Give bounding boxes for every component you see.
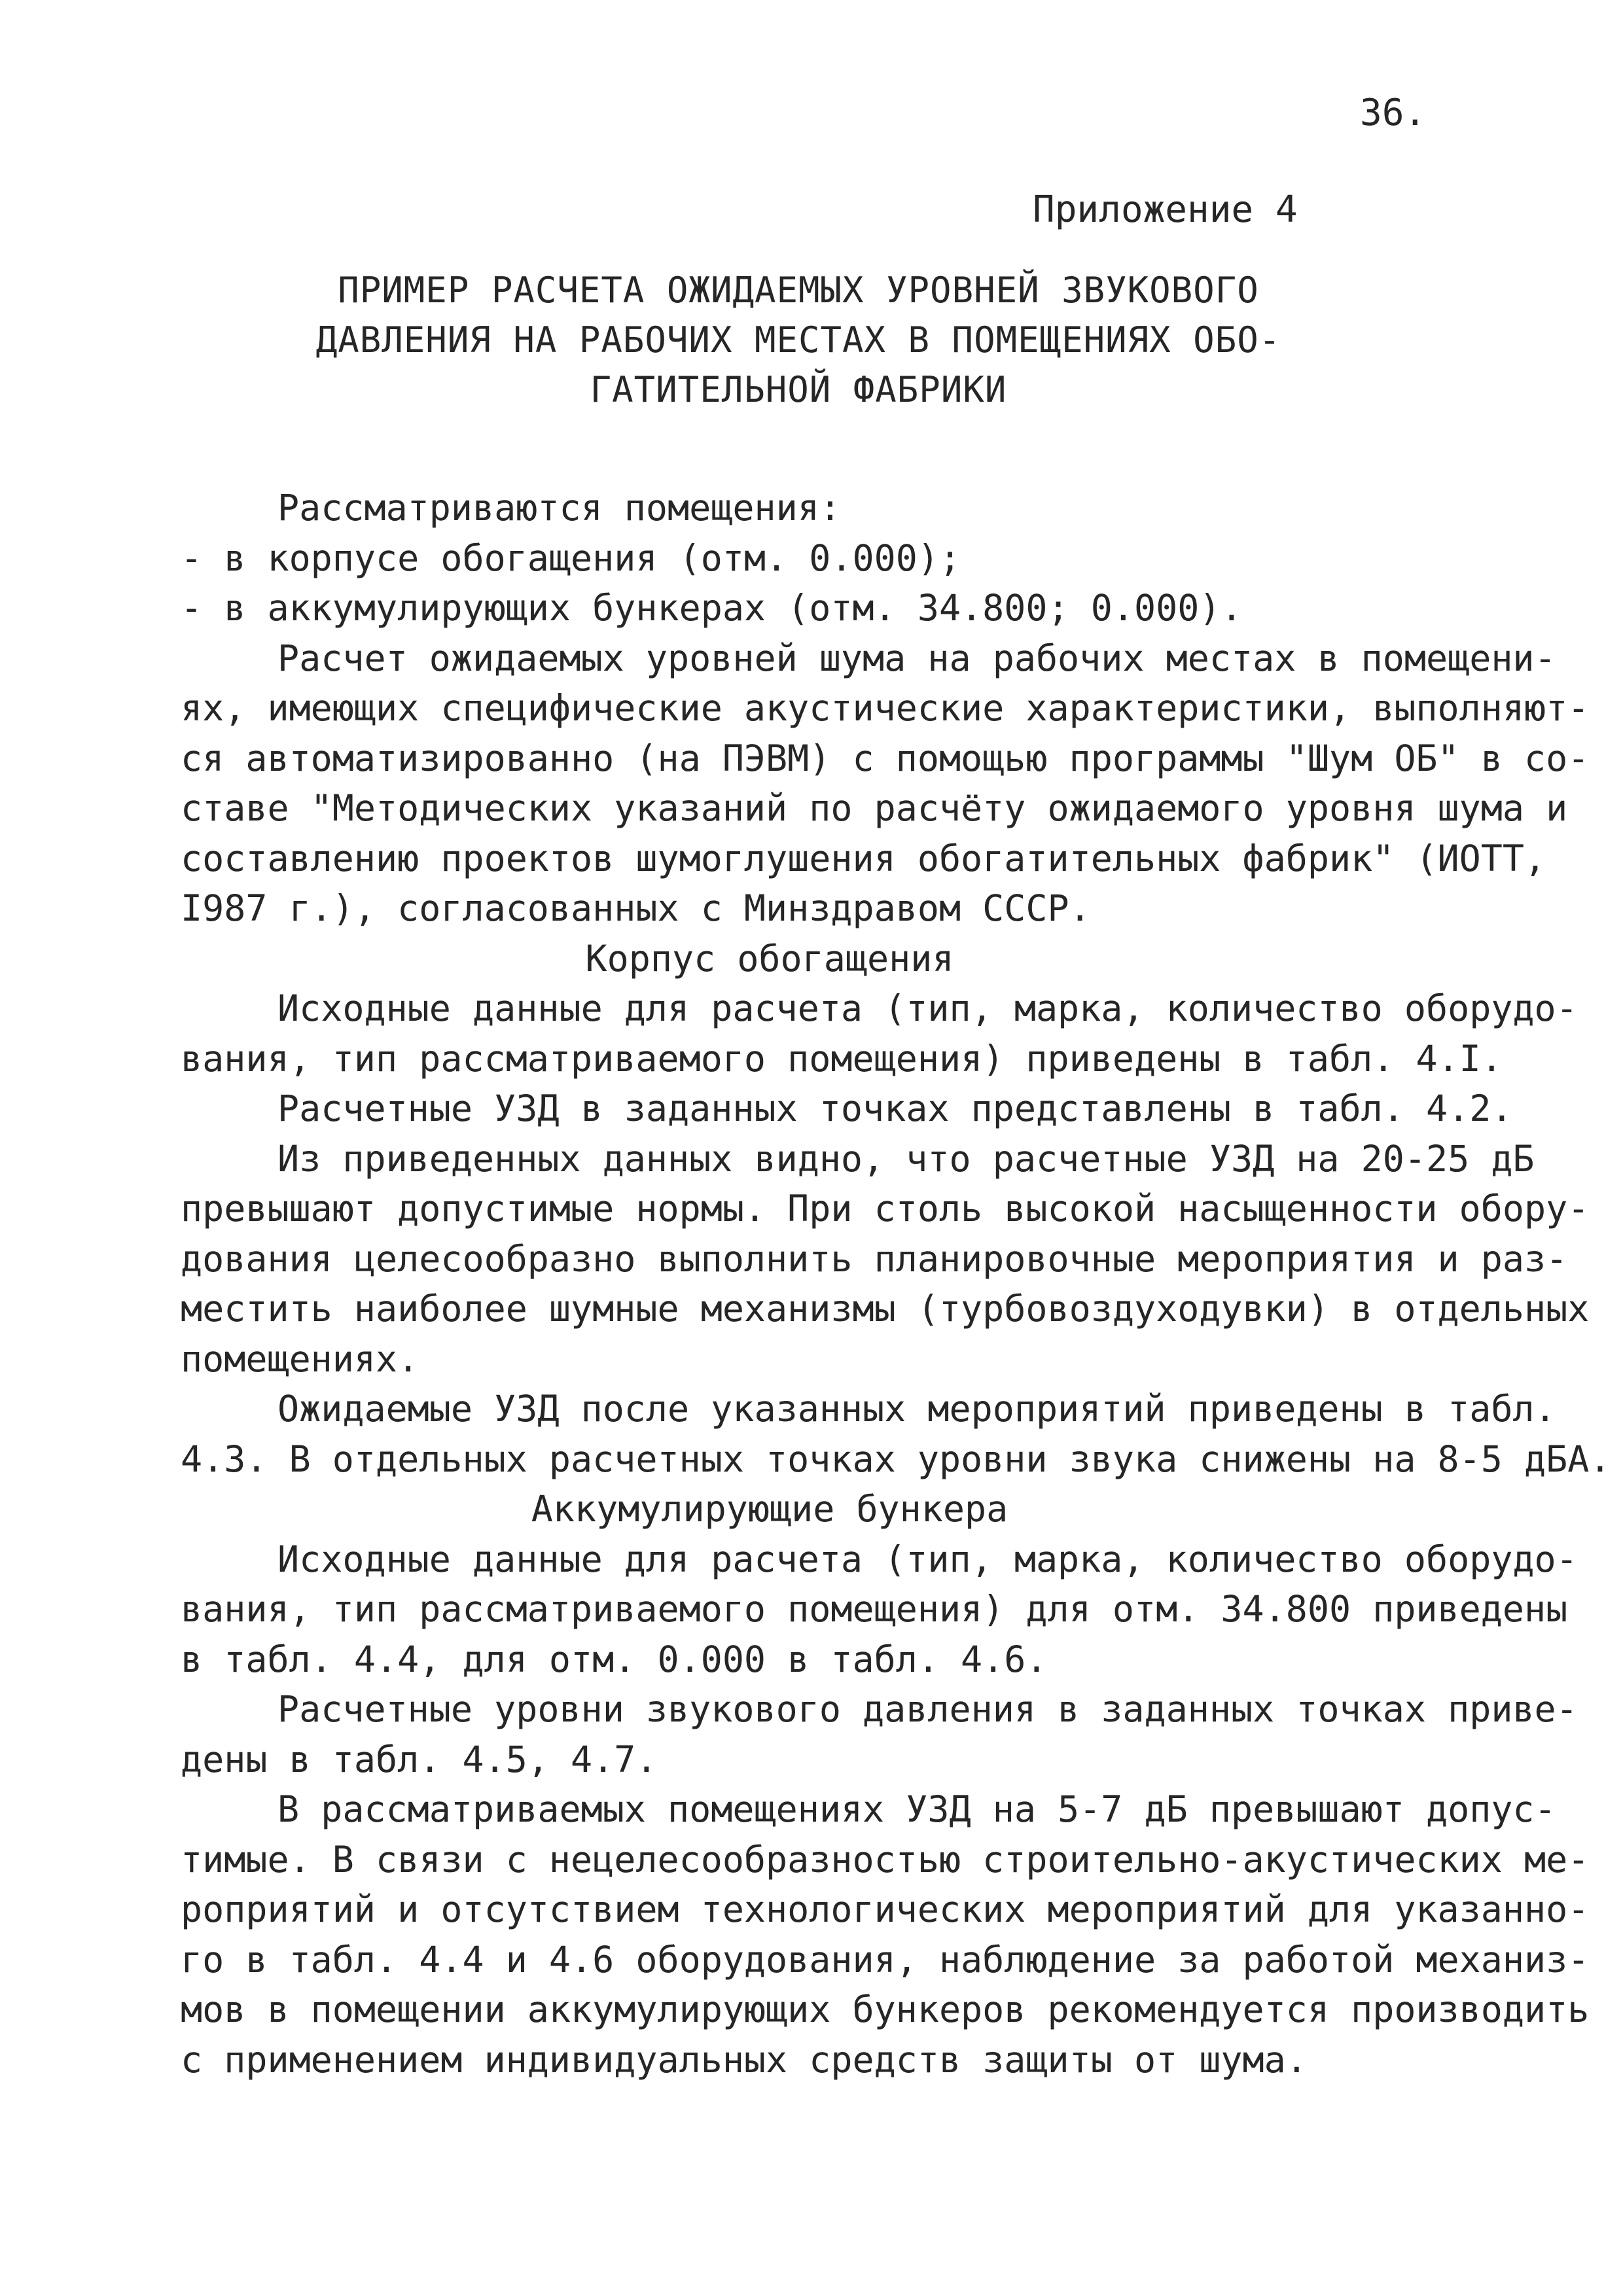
- title-line: ГАТИТЕЛЬНОЙ ФАБРИКИ: [590, 369, 1007, 410]
- text-line: ях, имеющих специфические акустические характеристики, выполняют-: [181, 687, 1590, 729]
- text-line: ся автоматизированно (на ПЭВМ) с помощью программы "Шум ОБ" в со-: [181, 737, 1590, 779]
- text-line: I987 г.), согласованных с Минздравом СССР.: [181, 887, 1091, 929]
- text-line: - в корпусе обогащения (отм. 0.000);: [181, 537, 961, 579]
- text-line: с применением индивидуальных средств защиты от шума.: [181, 2038, 1308, 2081]
- section-heading: Аккумулирующие бункера: [531, 1488, 1008, 1530]
- text-line: Расчетные УЗД в заданных точках представлены в табл. 4.2.: [277, 1087, 1513, 1129]
- text-line: вания, тип рассматриваемого помещения) для отм. 34.800 приведены: [181, 1588, 1568, 1630]
- text-line: дования целесообразно выполнить планировочные мероприятия и раз-: [181, 1237, 1568, 1280]
- text-line: ставе "Методических указаний по расчёту ожидаемого уровня шума и: [181, 787, 1568, 829]
- text-line: мов в помещении аккумулирующих бункеров рекомендуется производить: [181, 1988, 1590, 2030]
- text-line: Рассматриваются помещения:: [277, 487, 841, 529]
- text-line: Исходные данные для расчета (тип, марка, количество оборудо-: [277, 987, 1578, 1029]
- text-line: го в табл. 4.4 и 4.6 оборудования, наблюдение за работой механиз-: [181, 1938, 1590, 1981]
- text-line: помещениях.: [181, 1337, 419, 1380]
- text-line: дены в табл. 4.5, 4.7.: [181, 1738, 658, 1780]
- text-line: Расчет ожидаемых уровней шума на рабочих местах в помещени-: [277, 637, 1556, 679]
- document-body: [181, 483, 1611, 2085]
- appendix-label: Приложение 4: [1033, 188, 1298, 231]
- title-line: ДАВЛЕНИЯ НА РАБОЧИХ МЕСТАХ В ПОМЕЩЕНИЯХ ОБО-: [315, 319, 1281, 361]
- text-line: местить наиболее шумные механизмы (турбовоздуходувки) в отдельных: [181, 1288, 1590, 1330]
- section-heading: Корпус обогащения: [585, 937, 954, 980]
- title-line: ПРИМЕР РАСЧЕТА ОЖИДАЕМЫХ УРОВНЕЙ ЗВУКОВОГО: [338, 270, 1259, 311]
- text-line: роприятий и отсутствием технологических мероприятий для указанно-: [181, 1888, 1590, 1930]
- text-line: превышают допустимые нормы. При столь высокой насыщенности обору-: [181, 1188, 1590, 1229]
- text-line: Ожидаемые УЗД после указанных мероприятий приведены в табл.: [277, 1388, 1556, 1430]
- text-line: Расчетные уровни звукового давления в заданных точках приве-: [277, 1688, 1578, 1730]
- text-line: - в аккумулирующих бункерах (отм. 34.800; 0.000).: [181, 587, 1243, 629]
- text-line: составлению проектов шумоглушения обогатительных фабрик" (ИОТТ,: [181, 837, 1546, 879]
- text-line: 4.3. В отдельных расчетных точках уровни звука снижены на 8-5 дБА.: [181, 1438, 1611, 1480]
- text-line: В рассматриваемых помещениях УЗД на 5-7 дБ превышают допус-: [277, 1788, 1556, 1830]
- page-number: 36.: [1360, 92, 1427, 134]
- text-line: в табл. 4.4, для отм. 0.000 в табл. 4.6.: [181, 1638, 1048, 1680]
- document-title: [262, 266, 1335, 415]
- text-line: вания, тип рассматриваемого помещения) приведены в табл. 4.I.: [181, 1037, 1503, 1080]
- text-line: тимые. В связи с нецелесообразностью строительно-акустических ме-: [181, 1838, 1590, 1881]
- text-line: Исходные данные для расчета (тип, марка, количество оборудо-: [277, 1538, 1578, 1580]
- text-line: Из приведенных данных видно, что расчетные УЗД на 20-25 дБ: [277, 1137, 1535, 1180]
